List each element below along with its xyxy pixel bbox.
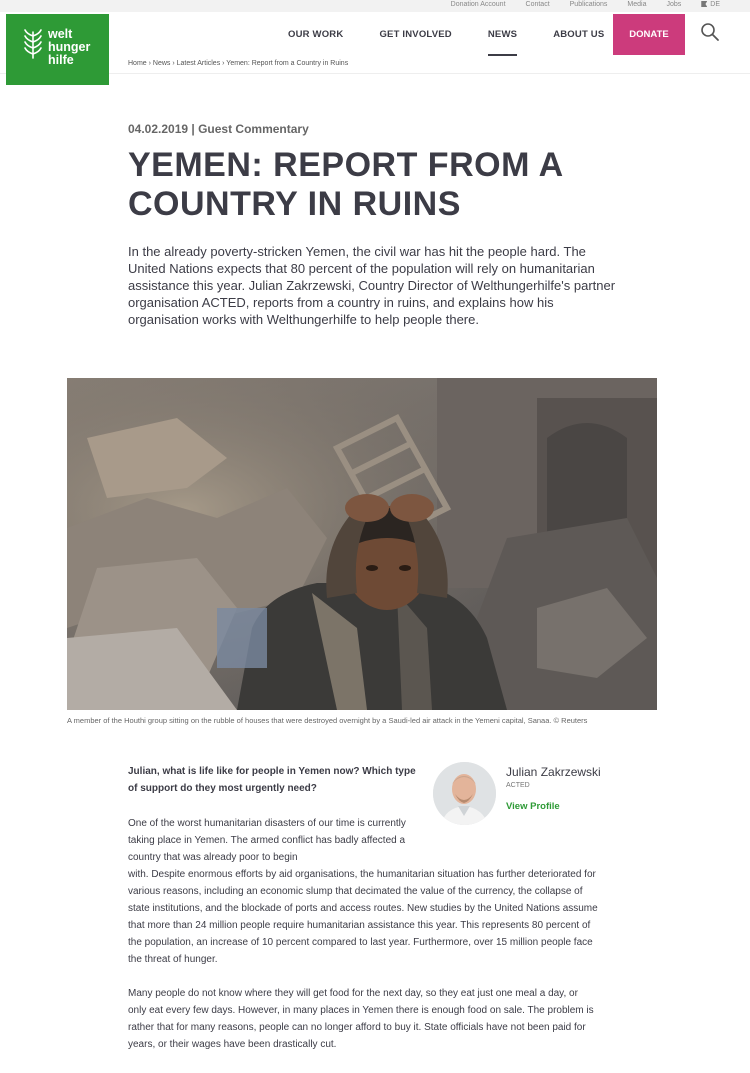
hero-photo [67, 378, 657, 710]
utility-bar [0, 0, 750, 12]
page-title: YEMEN: REPORT FROM A COUNTRY IN RUINS [128, 146, 563, 223]
wheat-logo-icon [22, 28, 44, 60]
author-profile-card [433, 762, 633, 827]
donate-button[interactable]: DONATE [613, 14, 685, 55]
article-lead: In the already poverty-stricken Yemen, the civil war has hit the people hard. The United Nations expects that 80 percent of the population will rely on humanitarian assistance this year. Julian Zakrzewski, Country Director of Welthungerhilfe's partner organisation ACTED, reports from a country in ruins, and explains how his organisation works with Welthungerhilfe to help people there. [128, 244, 616, 327]
language-switch[interactable] [701, 0, 720, 10]
view-profile-link[interactable]: View Profile [506, 801, 560, 812]
photo-caption: A member of the Houthi group sitting on the rubble of houses that were destroyed overnight by a Saudi-led air attack in the Yemeni capital, Sanaa. © Reuters [67, 716, 588, 725]
site-logo[interactable] [6, 14, 109, 85]
utility-link-donation-account[interactable]: Donation Account [450, 1, 506, 8]
logo-wordmark: welt hunger hilfe [48, 27, 91, 67]
article-paragraph-1b: with. Despite enormous efforts by aid organisations, the humanitarian situation has further deteriorated for various reasons, including an economic slump that decimated the value of the currency, the collapse of state institutions, and the blockade of ports and access routes. New studies by the United Nations assume that more than 24 million people require humanitarian assistance this year. This represents 80 percent of the population, an increase of 10 percent compared to last year. Furthermore, over 15 million people face the threat of hunger. [128, 869, 598, 965]
breadcrumb[interactable]: Home › News › Latest Articles › Yemen: Report from a Country in Ruins [128, 60, 349, 67]
nav-our-work[interactable]: OUR WORK [288, 28, 344, 40]
interview-question: Julian, what is life like for people in Yemen now? Which type of support do they most urgently need? [128, 766, 416, 794]
utility-link-contact[interactable]: Contact [525, 1, 550, 8]
site-header [0, 12, 750, 74]
flag-icon [701, 1, 707, 7]
author-name: Julian Zakrzewski [506, 765, 601, 779]
article-meta: 04.02.2019 | Guest Commentary [128, 122, 309, 136]
utility-links [451, 0, 720, 10]
nav-get-involved[interactable]: GET INVOLVED [379, 28, 452, 40]
main-nav [270, 12, 622, 56]
author-organisation: ACTED [506, 782, 530, 789]
language-label: DE [710, 1, 720, 8]
nav-about-us[interactable]: ABOUT US [553, 28, 605, 40]
article-paragraph-1a: One of the worst humanitarian disasters of our time is currently taking place in Yemen. The armed conflict has badly affected a country that was already poor to begin [128, 818, 406, 863]
utility-link-publications[interactable]: Publications [569, 1, 608, 8]
search-icon[interactable] [700, 22, 720, 42]
utility-link-media[interactable]: Media [627, 1, 647, 8]
utility-link-jobs[interactable]: Jobs [666, 1, 682, 8]
nav-news[interactable]: NEWS [470, 12, 535, 56]
article-paragraph-2: Many people do not know where they will get food for the next day, so they eat just one meal a day, or only eat every few days. However, in many places in Yemen there is enough food on sale. The problem is rather that for many reasons, people can no longer afford to buy it. State officials have not been paid for years, or their wages have been drastically cut. [128, 988, 594, 1050]
avatar[interactable] [433, 762, 496, 825]
